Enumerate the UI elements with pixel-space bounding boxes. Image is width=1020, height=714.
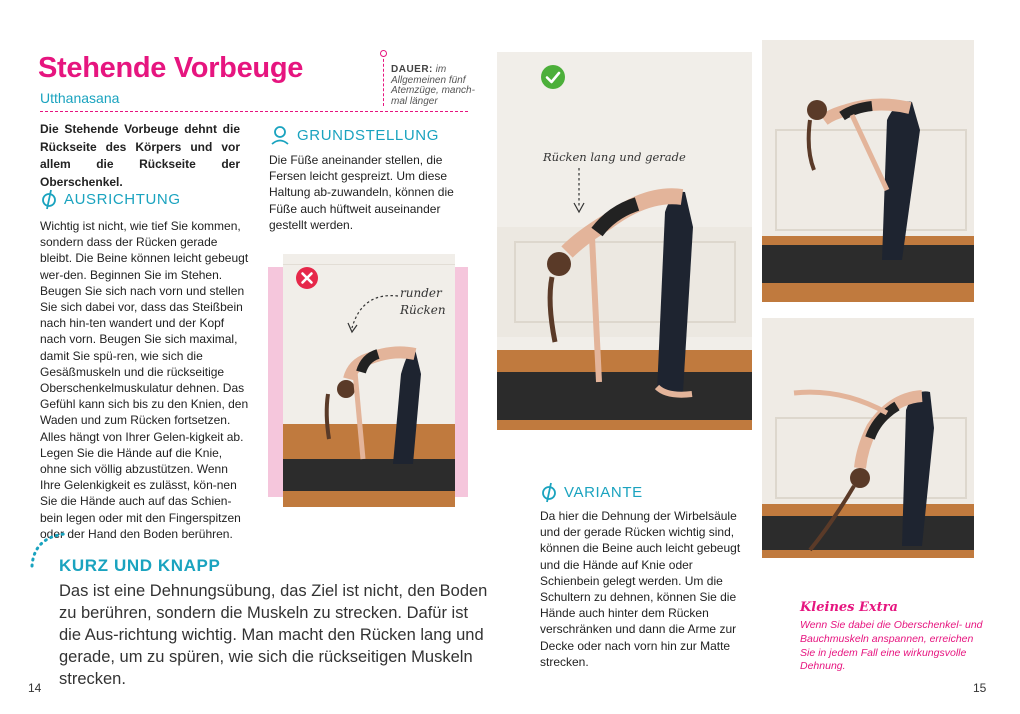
duration-note xyxy=(391,65,476,107)
photo-variant-arms xyxy=(762,318,974,558)
section-heading-variante xyxy=(540,481,643,503)
duration-dot xyxy=(380,50,387,57)
extra-body: Wenn Sie dabei die Oberschenkel- und Bauchmuskeln anspannen, erreichen Sie in jedem Fall eine wirkungsvolle Dehnung. xyxy=(800,619,983,673)
duration-label: DAUER: xyxy=(391,64,433,75)
arrow-icon xyxy=(340,290,400,336)
section-body-variante: Da hier die Dehnung der Wirbelsäule und der gerade Rücken wichtig sind, können die Beine auch leicht gebeugt und die Hände auf Knie oder Schienbein gelegt werden. Um die Schultern zu dehnen, können Sie die Hände auch hinter dem Rücken verschränken und dann die Arme zur Decke oder nach vorn hin zur Matte strecken. xyxy=(540,509,741,669)
check-icon xyxy=(540,64,566,90)
cross-icon xyxy=(295,266,319,290)
label-round-back xyxy=(400,285,446,319)
alignment-icon xyxy=(540,481,558,503)
alignment-icon xyxy=(40,188,58,210)
page-title: Stehende Vorbeuge xyxy=(38,52,304,84)
arrow-down-icon xyxy=(572,168,586,214)
duration-text: im Allgemeinen fünf Atemzüge, manch-mal länger xyxy=(391,64,475,107)
section-title-ausrichtung: AUSRICHTUNG xyxy=(64,190,181,208)
section-body-grundstellung: Die Füße aneinander stellen, die Fersen leicht gespreizt. Um diese Haltung ab-zuwandeln, können die Füße auch hüftweit auseinander gestellt werden. xyxy=(269,153,454,232)
label-round-back-line2: Rücken xyxy=(400,303,446,317)
duration-divider xyxy=(383,54,384,106)
label-straight-back: Rücken lang und gerade xyxy=(543,150,686,164)
label-round-back-line1: runder xyxy=(400,286,442,300)
section-title-kurz: KURZ UND KNAPP xyxy=(59,556,221,575)
extra-title: Kleines Extra xyxy=(800,600,898,615)
page-subtitle: Utthanasana xyxy=(40,90,120,106)
photo-correct-pose xyxy=(497,52,752,430)
page-number-left: 14 xyxy=(28,681,42,695)
section-body-kurz: Das ist eine Dehnungsübung, das Ziel ist nicht, den Boden zu berühren, sondern die Muskeln zu strecken. Dafür ist die Aus-richtung wichtig. Man macht den Rücken lang und gerade, um zu spüren, wie sich die rückseitigen Muskeln strecken. xyxy=(59,582,488,688)
page-number-right: 15 xyxy=(973,681,987,695)
section-title-grundstellung: GRUNDSTELLUNG xyxy=(297,126,439,144)
section-title-variante: VARIANTE xyxy=(564,483,643,501)
title-divider xyxy=(40,111,468,112)
photo-variant-knees xyxy=(762,40,974,302)
section-heading-grundstellung xyxy=(269,124,439,146)
person-icon xyxy=(269,124,291,146)
intro-text: Die Stehende Vorbeuge dehnt die Rückseite des Körpers und vor allem die Rückseite der Oberschenkel. xyxy=(40,122,240,189)
section-body-ausrichtung: Wichtig ist nicht, wie tief Sie kommen, sondern dass der Rücken gerade bleibt. Die Beine können leicht gebeugt wer-den. Beginnen Sie im Stehen. Beugen Sie sich nach vorn und stellen Sie sich dabei vor, dass das Steißbein nach hin-ten wandert und der Kopf nach vorn. Beugen Sie sich maximal, damit Sie spü-ren, wie sich die Gesäßmuskeln und die rückseitige Oberschenkelmuskulatur dehnen. Das Gefühl kann sich bis zu den Knien, den Waden und zum Rücken fortsetzen. Alles hängt von Ihrer Gelen-kigkeit ab. Legen Sie die Hände auf die Knie, ohne sich völlig abzustützen. Wenn Ihre Gelenkigkeit es zulässt, kön-nen Sie die Hände auch auf das Schien-bein legen oder mit den Fingerspitzen oder der Hand den Boden berühren. xyxy=(40,219,249,541)
section-heading-ausrichtung xyxy=(40,188,181,210)
